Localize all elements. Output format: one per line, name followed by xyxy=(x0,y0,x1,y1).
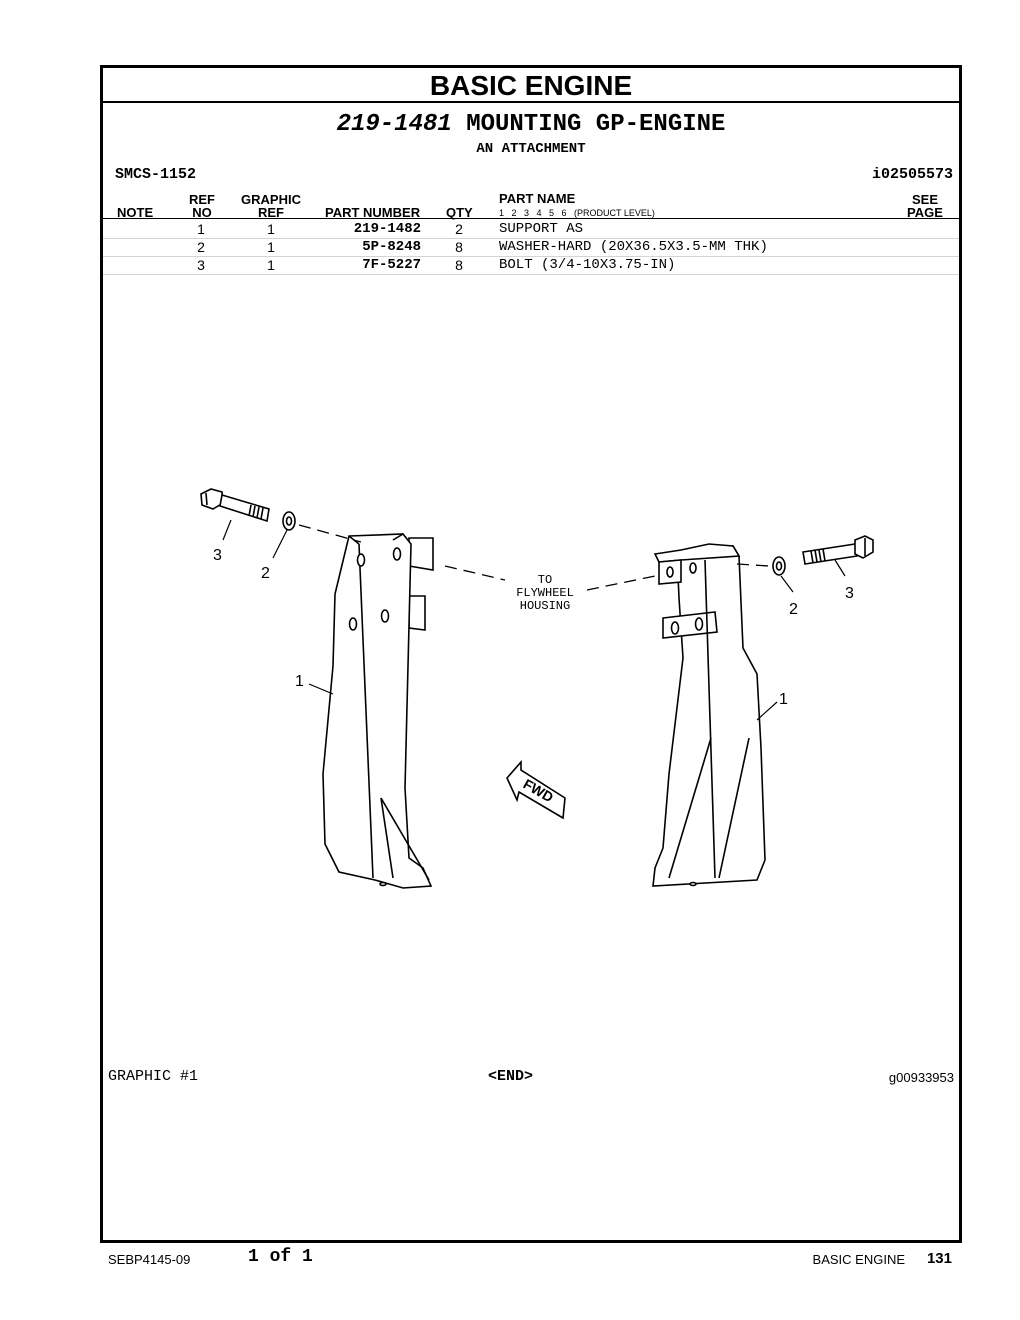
graphic-number-label: GRAPHIC #1 xyxy=(108,1068,199,1085)
fwd-label: FWD xyxy=(520,775,557,806)
row-ref-no: 2 xyxy=(197,239,205,255)
part-number-header: PART NUMBER xyxy=(325,205,421,220)
row-graphic-ref: 1 xyxy=(267,221,275,237)
graphic-id: g00933953 xyxy=(888,1070,954,1085)
part-name-header: PART NAME xyxy=(499,191,576,206)
table-row xyxy=(103,238,959,257)
row-graphic-ref: 1 xyxy=(267,239,275,255)
flywheel-label: FLYWHEEL xyxy=(516,586,574,600)
ref-header-top: REF xyxy=(189,192,215,207)
row-ref-no: 3 xyxy=(197,257,205,273)
group-part-number: 219-1481 xyxy=(336,111,452,138)
section-header: BASIC ENGINE xyxy=(103,68,959,103)
ref-header-bottom: NO xyxy=(192,205,212,220)
callout-right-bolt: 3 xyxy=(845,585,854,602)
row-qty: 8 xyxy=(455,257,463,273)
row-graphic-ref: 1 xyxy=(267,257,275,273)
row-part-name: BOLT (3/4-10X3.75-IN) xyxy=(499,257,676,273)
product-level-header: 1 2 3 4 5 6 (PRODUCT LEVEL) xyxy=(499,208,655,218)
qty-header: QTY xyxy=(446,205,473,220)
row-ref-no: 1 xyxy=(197,221,205,237)
right-washer xyxy=(773,557,785,575)
footer-section: BASIC ENGINE xyxy=(812,1252,905,1267)
row-qty: 2 xyxy=(455,221,463,237)
callout-left-support: 1 xyxy=(295,673,304,690)
right-bolt xyxy=(803,536,873,564)
row-qty: 8 xyxy=(455,239,463,255)
row-part-name: SUPPORT AS xyxy=(499,221,584,237)
callout-right-washer: 2 xyxy=(789,601,798,618)
page-frame xyxy=(100,65,962,1243)
footer-document-number: SEBP4145-09 xyxy=(108,1252,191,1267)
footer-page-number: 131 xyxy=(926,1250,952,1267)
group-title: MOUNTING GP-ENGINE xyxy=(466,111,726,138)
end-marker: <END> xyxy=(488,1068,534,1085)
table-row xyxy=(103,256,959,275)
row-part-name: WASHER-HARD (20X36.5X3.5-MM THK) xyxy=(499,239,768,255)
to-label: TO xyxy=(537,573,553,587)
left-support xyxy=(323,534,433,888)
row-part-number[interactable]: 5P-8248 xyxy=(362,239,421,255)
graphic-ref-header xyxy=(239,193,303,219)
left-washer xyxy=(283,512,295,530)
page-title xyxy=(103,112,959,138)
graphic-ref-header-bottom: REF xyxy=(258,205,284,220)
graphic-ref-header-top: GRAPHIC xyxy=(241,192,301,207)
row-part-number[interactable]: 219-1482 xyxy=(353,221,421,237)
see-page-header-bottom: PAGE xyxy=(907,205,943,220)
right-support xyxy=(653,544,765,886)
callout-right-support: 1 xyxy=(779,691,788,708)
see-page-header-top: SEE xyxy=(911,192,938,207)
housing-label: HOUSING xyxy=(519,599,571,613)
ref-header xyxy=(187,193,217,219)
table-row xyxy=(103,220,959,239)
left-bolt xyxy=(201,489,269,521)
callout-left-bolt: 3 xyxy=(213,547,222,564)
callout-left-washer: 2 xyxy=(261,565,270,582)
exploded-view-drawing xyxy=(103,448,959,1048)
document-identifier: i02505573 xyxy=(871,166,953,183)
note-header: NOTE xyxy=(117,205,154,220)
footer-page-of: 1 of 1 xyxy=(248,1247,313,1267)
fwd-arrow xyxy=(507,762,565,818)
see-page-header xyxy=(903,193,947,219)
group-subtitle: AN ATTACHMENT xyxy=(476,141,586,157)
header-rule xyxy=(103,218,959,219)
row-part-number[interactable]: 7F-5227 xyxy=(362,257,421,273)
smcs-code: SMCS-1152 xyxy=(115,166,197,183)
